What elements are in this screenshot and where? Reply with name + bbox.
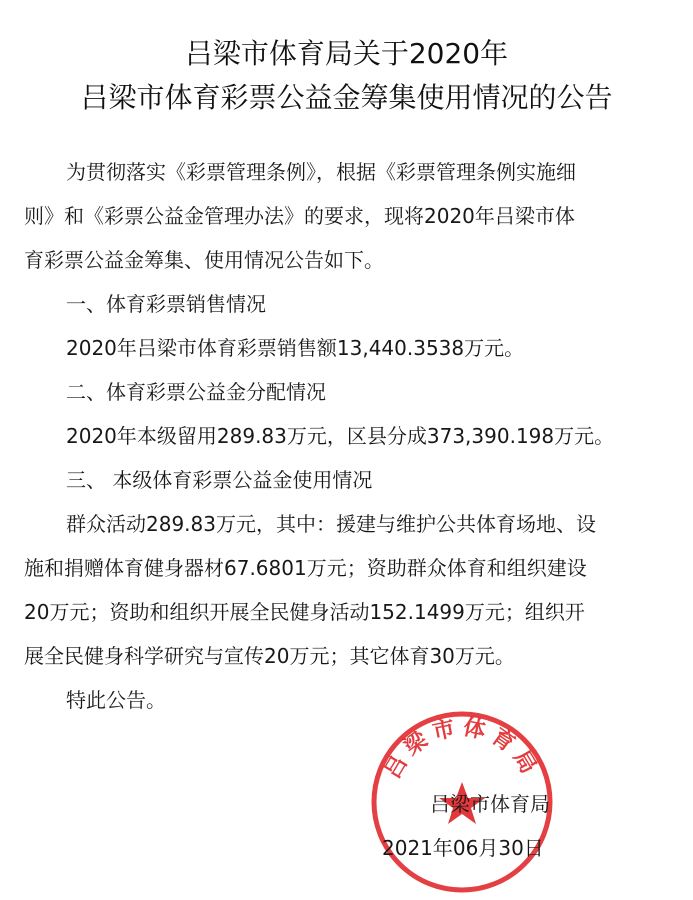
issuer-name: 吕梁市体育局 (430, 792, 550, 816)
section-3-line-2: 施和捐赠体育健身器材67.6801万元；资助群众体育和组织建设 (24, 556, 587, 580)
section-3-line-1: 群众活动289.83万元，其中：援建与维护公共体育场地、设 (66, 512, 596, 536)
section-3-line-4: 展全民健身科学研究与宣传20万元；其它体育30万元。 (24, 644, 515, 668)
seal-text: 吕梁市体育局 (380, 714, 544, 784)
section-2-text: 2020年本级留用289.83万元，区县分成373,390.198万元。 (66, 424, 615, 448)
section-1-heading: 一、体育彩票销售情况 (66, 292, 266, 316)
intro-paragraph-line-1: 为贯彻落实《彩票管理条例》，根据《彩票管理条例实施细 (66, 160, 576, 184)
issue-date: 2021年06月30日 (382, 836, 544, 860)
closing-text: 特此公告。 (66, 688, 166, 712)
section-3-heading: 三、 本级体育彩票公益金使用情况 (66, 468, 373, 492)
section-3-line-3: 20万元；资助和组织开展全民健身活动152.1499万元；组织开 (24, 600, 585, 624)
section-1-text: 2020年吕梁市体育彩票销售额13,440.3538万元。 (66, 336, 525, 360)
section-2-heading: 二、体育彩票公益金分配情况 (66, 380, 326, 404)
intro-paragraph-line-2: 则》和《彩票公益金管理办法》的要求，现将2020年吕梁市体 (24, 204, 575, 228)
notice-title-line-2: 吕梁市体育彩票公益金筹集使用情况的公告 (80, 81, 613, 114)
intro-paragraph-line-3: 育彩票公益金筹集、使用情况公告如下。 (24, 248, 384, 272)
notice-title-line-1: 吕梁市体育局关于2020年 (184, 37, 509, 70)
